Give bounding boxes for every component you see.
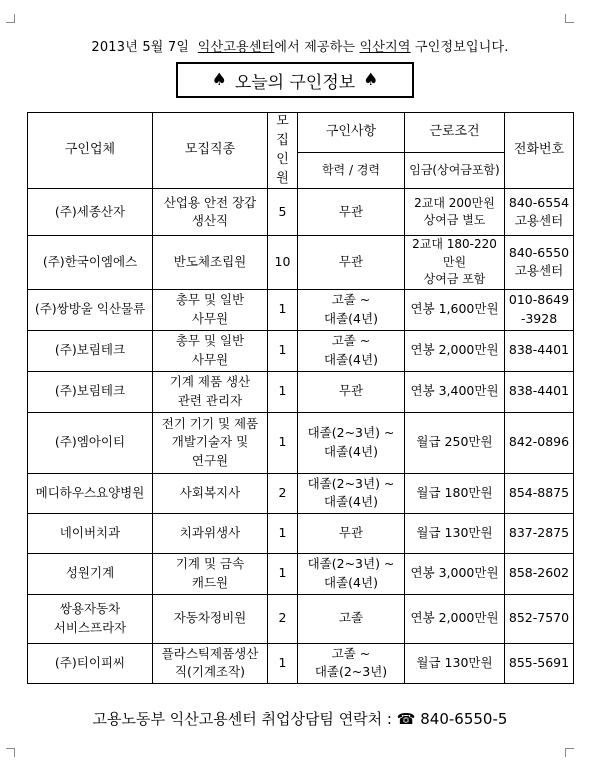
table-row — [28, 330, 574, 371]
footer-phone: 840-6550-5 — [420, 710, 508, 728]
table-row — [28, 643, 574, 683]
cell-wage: 월급 180만원 — [405, 473, 505, 513]
table-row — [28, 473, 574, 513]
crop-mark-bottom-right — [565, 748, 574, 757]
cell-education: 무관 — [298, 236, 405, 289]
cell-education: 고졸 ~ 대졸(4년) — [298, 289, 405, 330]
cell-job: 반도체조립원 — [153, 236, 268, 289]
cell-education: 무관 — [298, 189, 405, 236]
header-requirements: 구인사항 — [298, 113, 405, 153]
cell-company: (주)쌍방울 익산물류 — [28, 289, 153, 330]
cell-job: 자동차정비원 — [153, 594, 268, 643]
cell-job: 사회복지사 — [153, 473, 268, 513]
header-text-mid: 에서 제공하는 — [274, 40, 356, 55]
cell-wage: 월급 130만원 — [405, 643, 505, 683]
cell-education: 대졸(2~3년) ~ 대졸(4년) — [298, 412, 405, 473]
header-education: 학력 / 경력 — [298, 152, 405, 189]
cell-count: 2 — [268, 594, 298, 643]
cell-phone: 858-2602 — [505, 553, 574, 594]
table-row — [28, 289, 574, 330]
cell-count: 1 — [268, 289, 298, 330]
cell-job: 총무 및 일반 사무원 — [153, 289, 268, 330]
cell-wage: 연봉 2,000만원 — [405, 330, 505, 371]
cell-job: 치과위생사 — [153, 513, 268, 553]
crop-mark-top-right — [565, 14, 574, 23]
crop-mark-top-left — [6, 14, 15, 23]
cell-phone: 854-8875 — [505, 473, 574, 513]
cell-education: 대졸(2~3년) ~ 대졸(4년) — [298, 553, 405, 594]
cell-job: 전기 기기 및 제품 개발기술자 및 연구원 — [153, 412, 268, 473]
cell-count: 2 — [268, 473, 298, 513]
cell-wage: 연봉 2,000만원 — [405, 594, 505, 643]
cell-phone: 010-8649 -3928 — [505, 289, 574, 330]
cell-phone: 840-6550 고용센터 — [505, 236, 574, 289]
cell-job: 총무 및 일반 사무원 — [153, 330, 268, 371]
telephone-icon: ☎ — [396, 710, 416, 728]
header-job: 모집직종 — [153, 113, 268, 189]
cell-wage: 연봉 1,600만원 — [405, 289, 505, 330]
cell-company: 메디하우스요양병원 — [28, 473, 153, 513]
cell-education: 고졸 ~ 대졸(4년) — [298, 330, 405, 371]
crop-mark-bottom-left — [6, 748, 15, 757]
cell-wage: 2교대 180-220만원 상여금 포함 — [405, 236, 505, 289]
cell-job: 기계 제품 생산 관련 관리자 — [153, 371, 268, 412]
cell-count: 1 — [268, 371, 298, 412]
cell-education: 무관 — [298, 371, 405, 412]
table-row — [28, 594, 574, 643]
cell-job: 플라스틱제품생산 직(기계조작) — [153, 643, 268, 683]
table-row — [28, 553, 574, 594]
header-region: 익산지역 — [359, 40, 411, 55]
cell-count: 1 — [268, 412, 298, 473]
cell-phone: 840-6554 고용센터 — [505, 189, 574, 236]
cell-count: 1 — [268, 643, 298, 683]
cell-count: 10 — [268, 236, 298, 289]
header-center: 익산고용센터 — [197, 40, 275, 55]
document-header — [0, 36, 600, 55]
cell-count: 1 — [268, 330, 298, 371]
footer-text: 고용노동부 익산고용센터 취업상담팀 연락처 : — [92, 710, 392, 728]
header-phone: 전화번호 — [505, 113, 574, 189]
cell-wage: 2교대 200만원 상여금 별도 — [405, 189, 505, 236]
spade-icon: ♠ — [211, 70, 227, 90]
cell-wage: 월급 130만원 — [405, 513, 505, 553]
header-date: 2013년 5월 7일 — [91, 40, 190, 55]
table-row — [28, 412, 574, 473]
table-row — [28, 371, 574, 412]
title-box — [176, 62, 414, 98]
table-row — [28, 513, 574, 553]
cell-count: 1 — [268, 553, 298, 594]
cell-company: (주)한국이엠에스 — [28, 236, 153, 289]
cell-wage: 월급 250만원 — [405, 412, 505, 473]
cell-company: 쌍용자동차 서비스프라자 — [28, 594, 153, 643]
cell-count: 1 — [268, 513, 298, 553]
cell-phone: 852-7570 — [505, 594, 574, 643]
contact-footer — [0, 708, 600, 729]
cell-phone: 842-0896 — [505, 412, 574, 473]
cell-education: 대졸(2~3년) ~ 대졸(4년) — [298, 473, 405, 513]
cell-wage: 연봉 3,400만원 — [405, 371, 505, 412]
cell-education: 고졸 ~ 대졸(2~3년) — [298, 643, 405, 683]
cell-wage: 연봉 3,000만원 — [405, 553, 505, 594]
cell-company: (주)보림테크 — [28, 371, 153, 412]
cell-education: 고졸 — [298, 594, 405, 643]
page-title: 오늘의 구인정보 — [234, 72, 356, 93]
cell-count: 5 — [268, 189, 298, 236]
cell-company: (주)보림테크 — [28, 330, 153, 371]
header-text-end: 구인정보입니다. — [414, 40, 509, 55]
table-row — [28, 189, 574, 236]
header-conditions: 근로조건 — [405, 113, 505, 153]
spade-icon: ♠ — [363, 70, 379, 90]
cell-company: 네이버치과 — [28, 513, 153, 553]
cell-phone: 855-5691 — [505, 643, 574, 683]
header-wage: 임금(상여금포함) — [405, 152, 505, 189]
cell-phone: 838-4401 — [505, 371, 574, 412]
header-company: 구인업체 — [28, 113, 153, 189]
cell-company: 성원기계 — [28, 553, 153, 594]
cell-job: 기계 및 금속 캐드원 — [153, 553, 268, 594]
cell-education: 무관 — [298, 513, 405, 553]
cell-company: (주)엠아이티 — [28, 412, 153, 473]
cell-phone: 838-4401 — [505, 330, 574, 371]
cell-company: (주)티이피씨 — [28, 643, 153, 683]
job-listing-table — [27, 112, 574, 684]
table-row — [28, 236, 574, 289]
cell-phone: 837-2875 — [505, 513, 574, 553]
cell-job: 산업용 안전 장갑 생산직 — [153, 189, 268, 236]
header-count: 모집 인원 — [268, 113, 298, 189]
cell-company: (주)세종산자 — [28, 189, 153, 236]
